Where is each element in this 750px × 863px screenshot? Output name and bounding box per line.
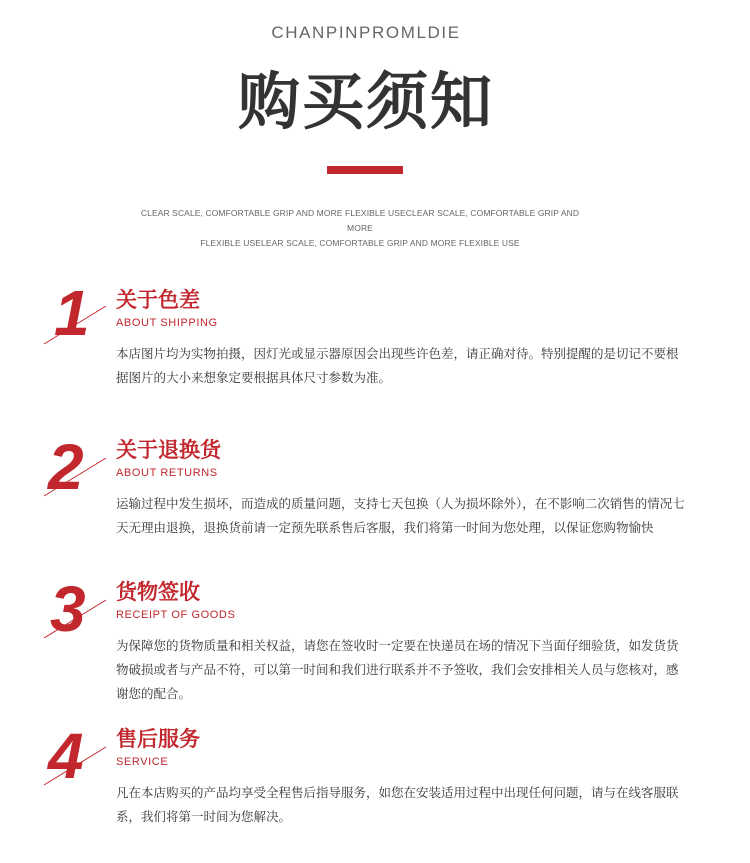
header-subtitle-line-1: CLEAR SCALE, COMFORTABLE GRIP AND MORE FLEXIBLE USECLEAR SCALE, COMFORTABLE GRIP AND MORE	[140, 208, 580, 233]
title-underline-bar	[327, 166, 403, 174]
section-body: 运输过程中发生损坏，而造成的质量问题，支持七天包换（人为损坏除外），在不影响二次销售的情况七天无理由退换，退换货前请一定预先联系售后客服，我们将第一时间为您处理，以保证您购物愉快	[116, 496, 685, 535]
numeral-text: 1	[54, 277, 90, 349]
header-eyebrow: CHANPINPROMLDIE	[271, 23, 461, 42]
header-subtitle	[140, 206, 580, 251]
header-subtitle-line-2: FLEXIBLE USELEAR SCALE, COMFORTABLE GRIP AND MORE FLEXIBLE USE	[200, 238, 520, 248]
section-body: 本店图片均为实物拍摄，因灯光或显示器原因会出现些许色差，请正确对待。特别提醒的是切记不要根据图片的大小来想象定要根据具体尺寸参数为准。	[116, 346, 679, 385]
numeral-3-icon	[40, 573, 112, 645]
page-title: 购买须知	[237, 65, 494, 138]
section-body: 为保障您的货物质量和相关权益，请您在签收时一定要在快递员在场的情况下当面仔细验货，如发货货物破损或者与产品不符，可以第一时间和我们进行联系并不予签收，我们会安排相关人员与您核对，感谢您的配合。	[116, 638, 679, 701]
numeral-text: 4	[48, 720, 84, 792]
numeral-text: 3	[50, 573, 86, 645]
section-title: 关于色差	[116, 288, 200, 312]
numeral-1-icon	[40, 277, 112, 350]
section-subtitle: ABOUT RETURNS	[116, 467, 218, 479]
numeral-4-icon	[40, 720, 112, 792]
numeral-2-icon	[40, 431, 112, 503]
section-title: 货物签收	[116, 580, 200, 604]
section-subtitle: ABOUT SHIPPING	[116, 317, 218, 329]
section-subtitle: RECEIPT OF GOODS	[116, 609, 236, 621]
numeral-text: 2	[48, 431, 84, 503]
section-subtitle: SERVICE	[116, 756, 169, 768]
section-body: 凡在本店购买的产品均享受全程售后指导服务，如您在安装适用过程中出现任何问题，请与在线客服联系，我们将第一时间为您解决。	[116, 785, 679, 824]
section-title: 关于退换货	[116, 438, 221, 462]
section-title: 售后服务	[116, 727, 200, 751]
